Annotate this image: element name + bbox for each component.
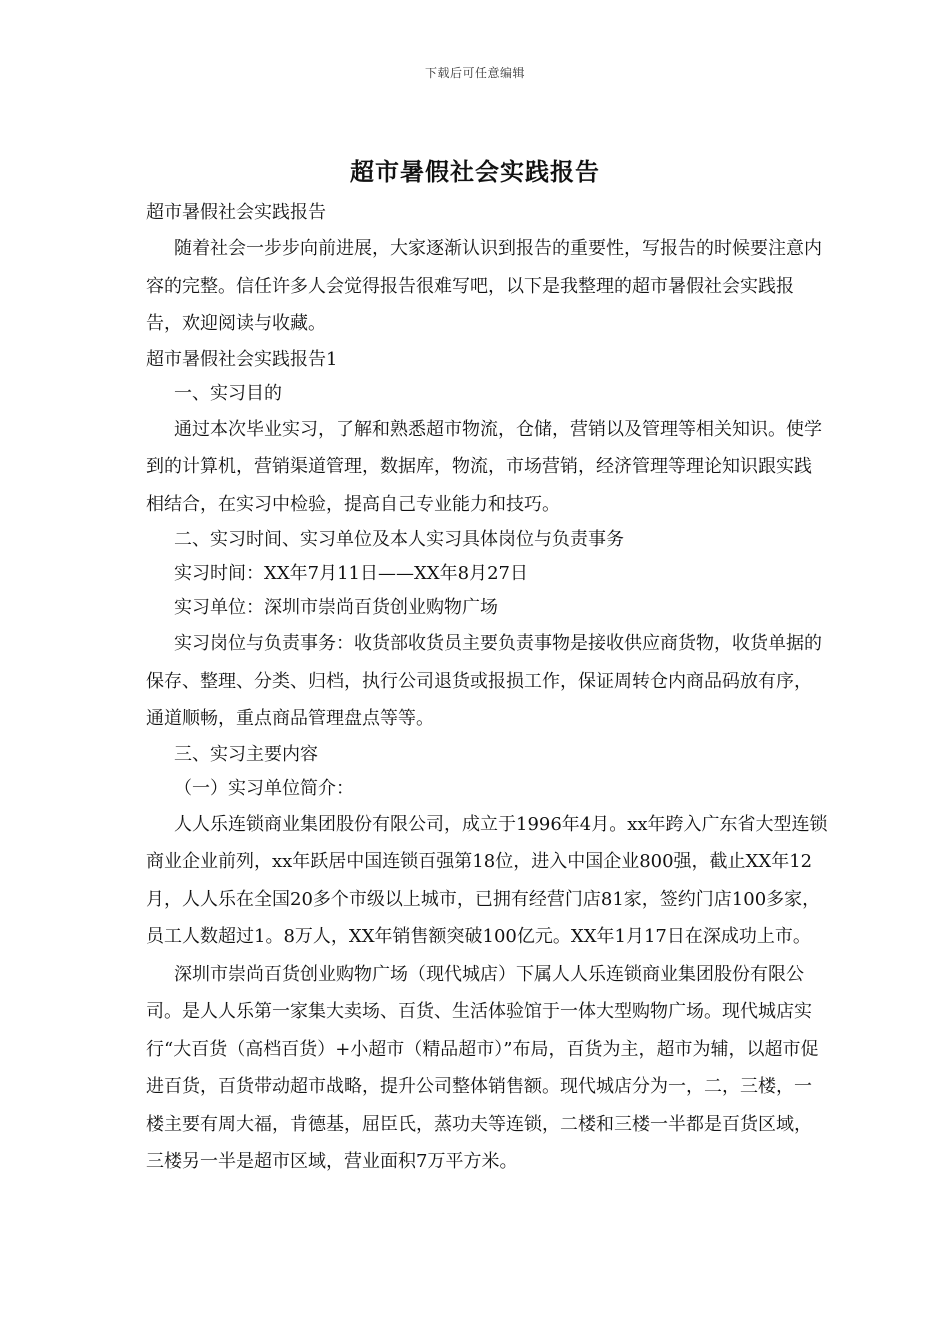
document-body (146, 196, 828, 1181)
header-note: 下载后可任意编辑 (424, 66, 525, 80)
section-heading-content: 三、实习主要内容 (174, 743, 318, 765)
purpose-paragraph: 通过本次毕业实习，了解和熟悉超市物流，仓储，营销以及管理等相关知识。使学到的计算机，营销渠道管理，数据库，物流，市场营销，经济管理等理论知识跟实践相结合，在实习中检验，提高自己专业能力和技巧。 (146, 418, 822, 515)
subsection-heading-intro: （一）实习单位简介： (174, 777, 354, 799)
store-intro-paragraph: 深圳市崇尚百货创业购物广场（现代城店）下属人人乐连锁商业集团股份有限公司。是人人乐第一家集大卖场、百货、生活体验馆于一体大型购物广场。现代城店实行“大百货（高档百货）+小超市（精品超市）”布局，百货为主，超市为辅，以超市促进百货，百货带动超市战略，提升公司整体销售额。现代城店分为一，二，三楼，一楼主要有周大福，肯德基，屈臣氏，蒸功夫等连锁，二楼和三楼一半都是百货区域，三楼另一半是超市区域，营业面积7万平方米。 (146, 963, 819, 1172)
internship-duties-paragraph: 实习岗位与负责事务：收货部收货员主要负责事物是接收供应商货物，收货单据的保存、整理、分类、归档，执行公司退货或报损工作，保证周转仓内商品码放有序，通道顺畅，重点商品管理盘点等等。 (146, 633, 822, 729)
company-intro-paragraph: 人人乐连锁商业集团股份有限公司，成立于1996年4月。xx年跨入广东省大型连锁商业企业前列，xx年跃居中国连锁百强第18位，进入中国企业800强，截止XX年12月，人人乐在全国20多个市级以上城市，已拥有经营门店81家，签约门店100多家，员工人数超过1。8万人，XX年销售额突破100亿元。XX年1月17日在深成功上市。 (146, 813, 828, 947)
internship-unit-line: 实习单位：深圳市崇尚百货创业购物广场 (174, 597, 498, 618)
document-title: 超市暑假社会实践报告 (350, 157, 600, 186)
report-heading: 超市暑假社会实践报告1 (146, 348, 338, 370)
section-heading-purpose: 一、实习目的 (174, 382, 282, 404)
internship-time-line: 实习时间：XX年7月11日——XX年8月27日 (174, 563, 528, 584)
section-heading-time-unit: 二、实习时间、实习单位及本人实习具体岗位与负责事务 (174, 529, 624, 550)
intro-paragraph: 随着社会一步步向前进展，大家逐渐认识到报告的重要性，写报告的时候要注意内容的完整。信任许多人会觉得报告很难写吧，以下是我整理的超市暑假社会实践报告，欢迎阅读与收藏。 (146, 238, 822, 334)
subtitle-line: 超市暑假社会实践报告 (146, 202, 326, 223)
